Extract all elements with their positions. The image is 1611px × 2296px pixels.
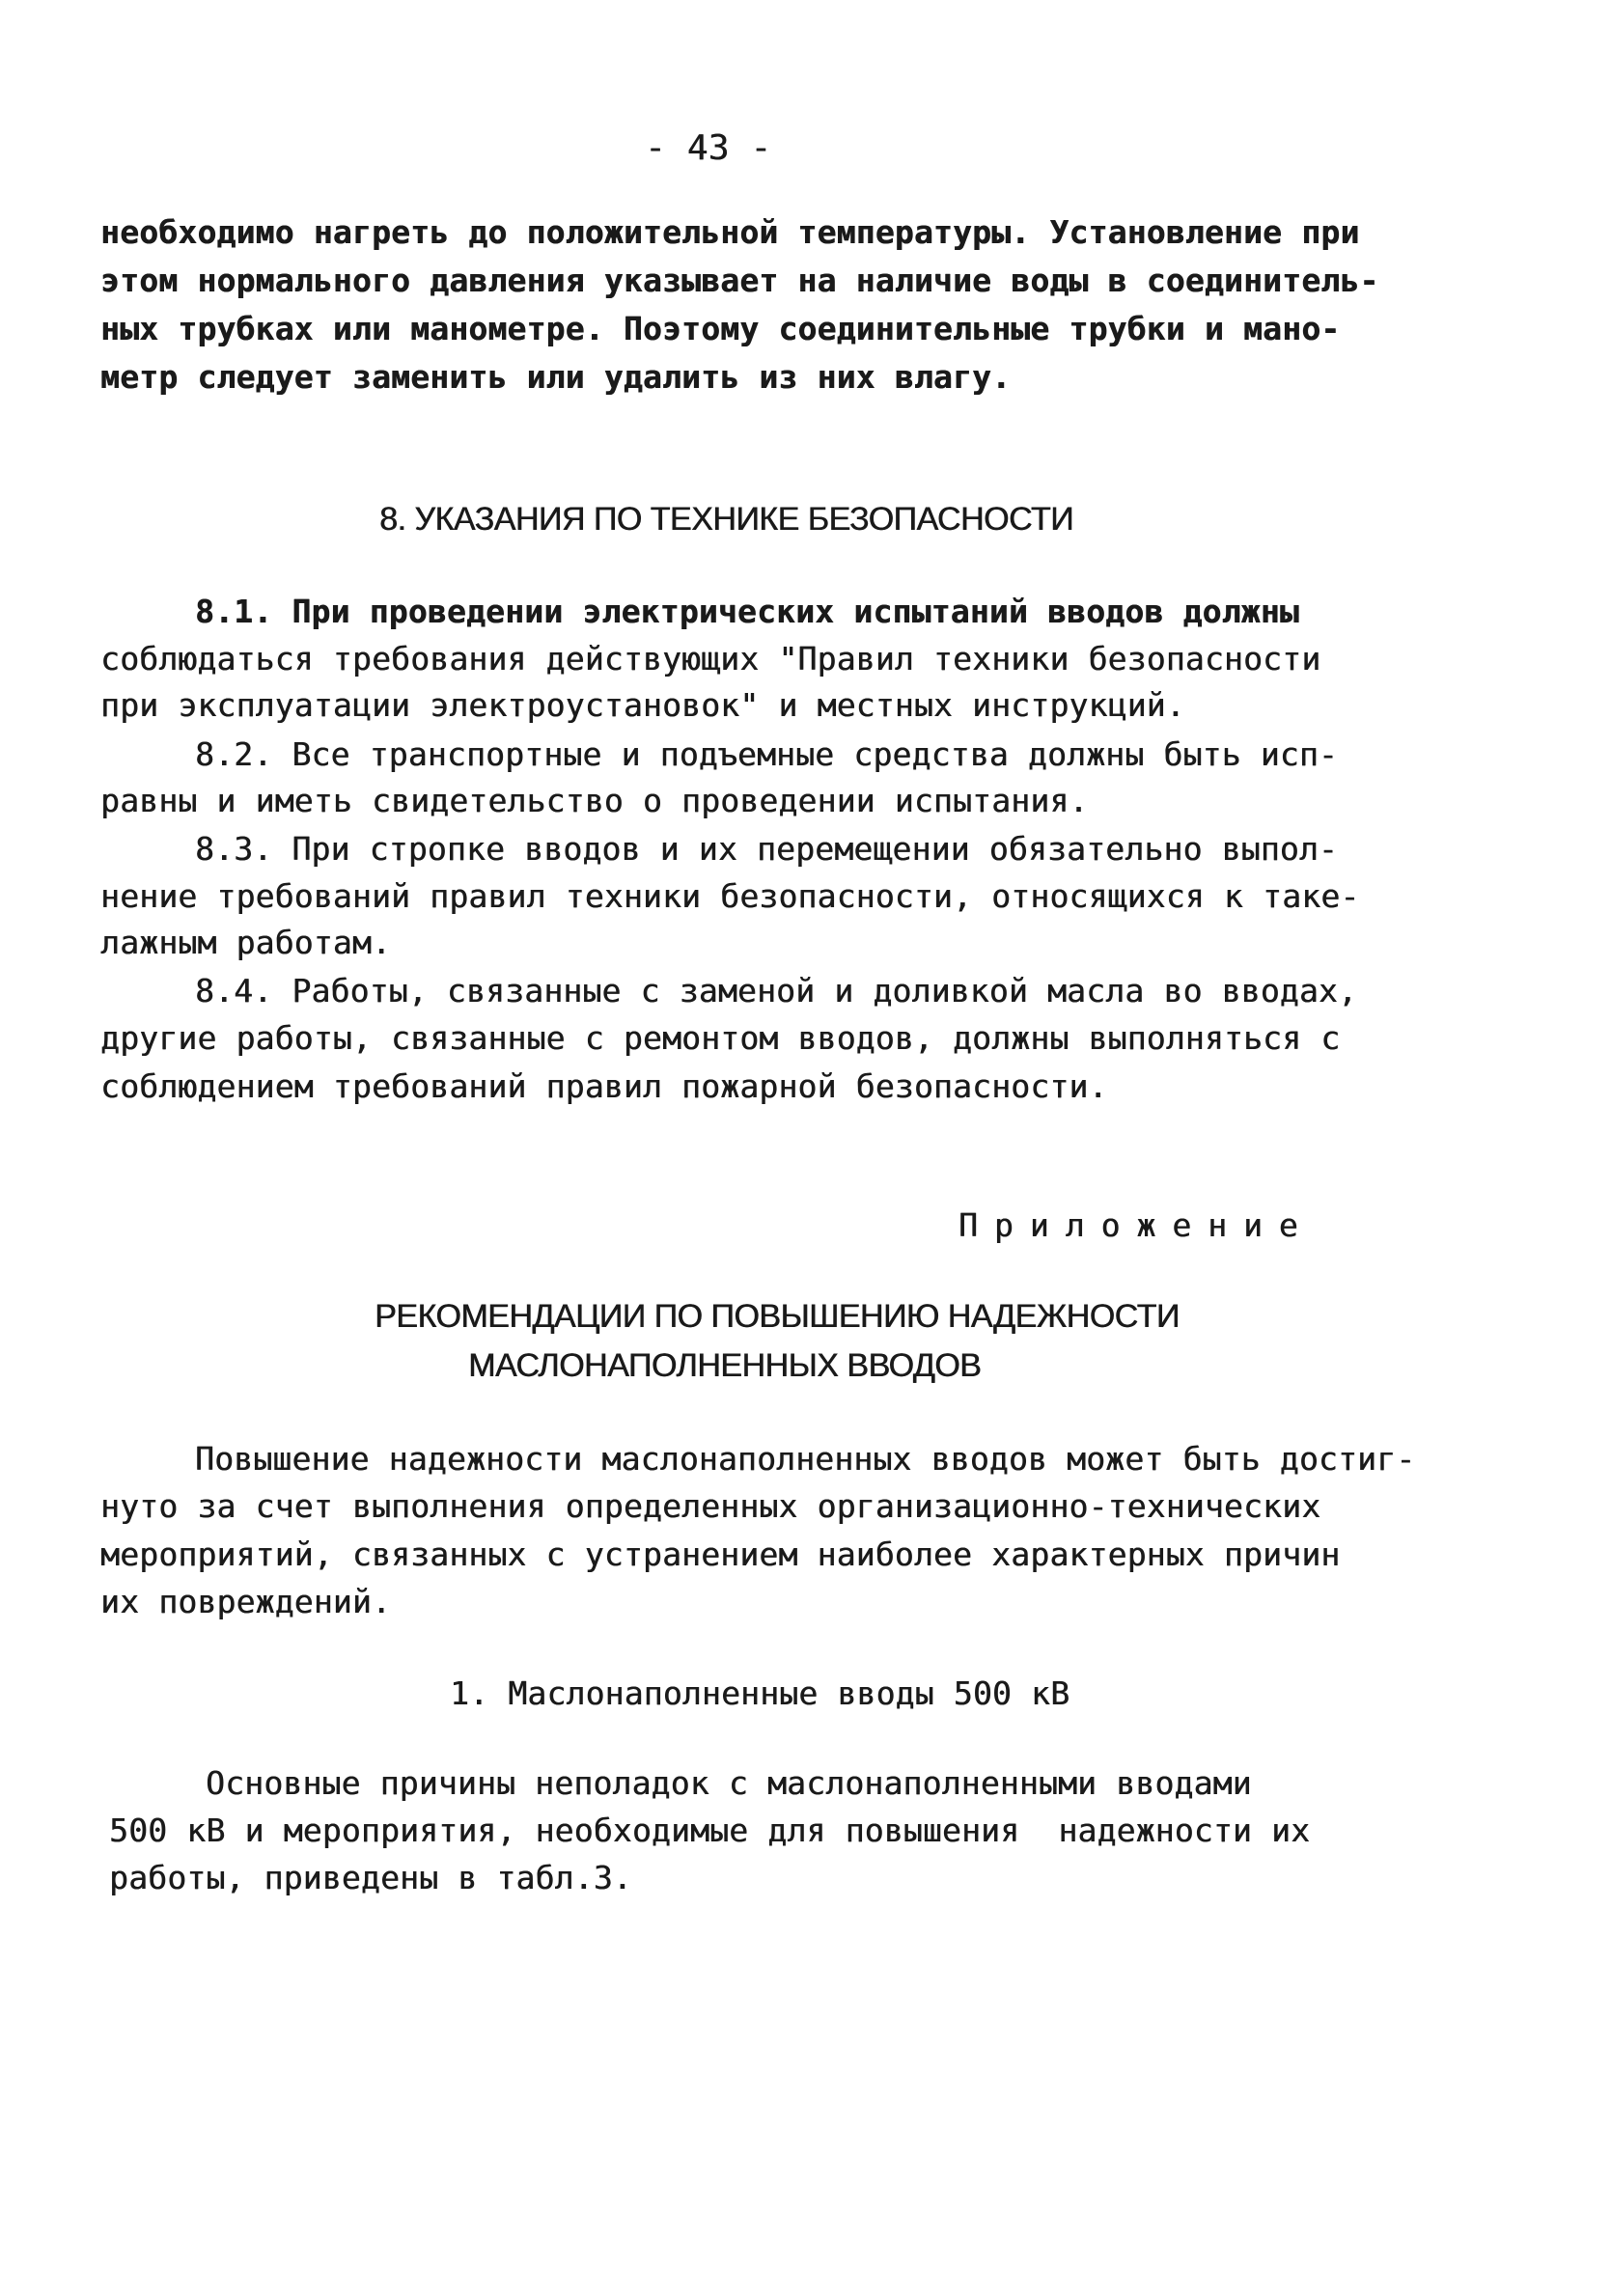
text-line: соблюдением требований правил пожарной безопасности. [100,1067,1108,1105]
text-line: их повреждений. [100,1583,392,1620]
text-line: ных трубках или манометре. Поэтому соединительные трубки и мано- [100,310,1341,347]
text-line: 8.2. Все транспортные и подъемные средства должны быть исп- [195,735,1338,773]
text-line: лажным работам. [100,924,392,961]
text-line: 8.3. При стропке вводов и их перемещении обязательно выпол- [195,830,1338,868]
section-heading: 8. УКАЗАНИЯ ПО ТЕХНИКЕ БЕЗОПАСНОСТИ [379,501,1073,538]
appendix-label: Приложение [958,1206,1315,1244]
appendix-title: МАСЛОНАПОЛНЕННЫХ ВВОДОВ [468,1347,982,1384]
text-line: Основные причины неполадок с маслонаполненными вводами [206,1764,1252,1802]
text-line: 8.4. Работы, связанные с заменой и доливкой масла во вводах, [195,972,1358,1010]
text-line: нуто за счет выполнения определенных организационно-технических [100,1487,1321,1525]
text-line: соблюдаться требования действующих "Правил техники безопасности [100,640,1321,678]
text-line: этом нормального давления указывает на наличие воды в соединитель- [100,262,1379,299]
text-line: Повышение надежности маслонаполненных вводов может быть достиг- [195,1440,1416,1478]
subsection-heading: 1. Маслонаполненные вводы 500 кВ [450,1674,1070,1712]
text-line: нение требований правил техники безопасности, относящихся к таке- [100,877,1360,915]
text-line: работы, приведены в табл.3. [109,1859,632,1896]
text-line: при эксплуатации электроустановок" и местных инструкций. [100,686,1185,724]
text-line: 500 кВ и мероприятия, необходимые для повышения надежности их [109,1812,1311,1849]
text-line: равны и иметь свидетельство о проведении испытания. [100,782,1089,819]
text-line: необходимо нагреть до положительной температуры. Установление при [100,213,1360,251]
page-number: - 43 - [645,128,772,168]
text-line: другие работы, связанные с ремонтом вводов, должны выполняться с [100,1019,1341,1057]
text-line: 8.1. При проведении электрических испытаний вводов должны [195,593,1299,630]
text-line: мероприятий, связанных с устранением наиболее характерных причин [100,1535,1341,1573]
appendix-title: РЕКОМЕНДАЦИИ ПО ПОВЫШЕНИЮ НАДЕЖНОСТИ [375,1298,1180,1335]
text-line: метр следует заменить или удалить из них влагу. [100,358,1012,396]
